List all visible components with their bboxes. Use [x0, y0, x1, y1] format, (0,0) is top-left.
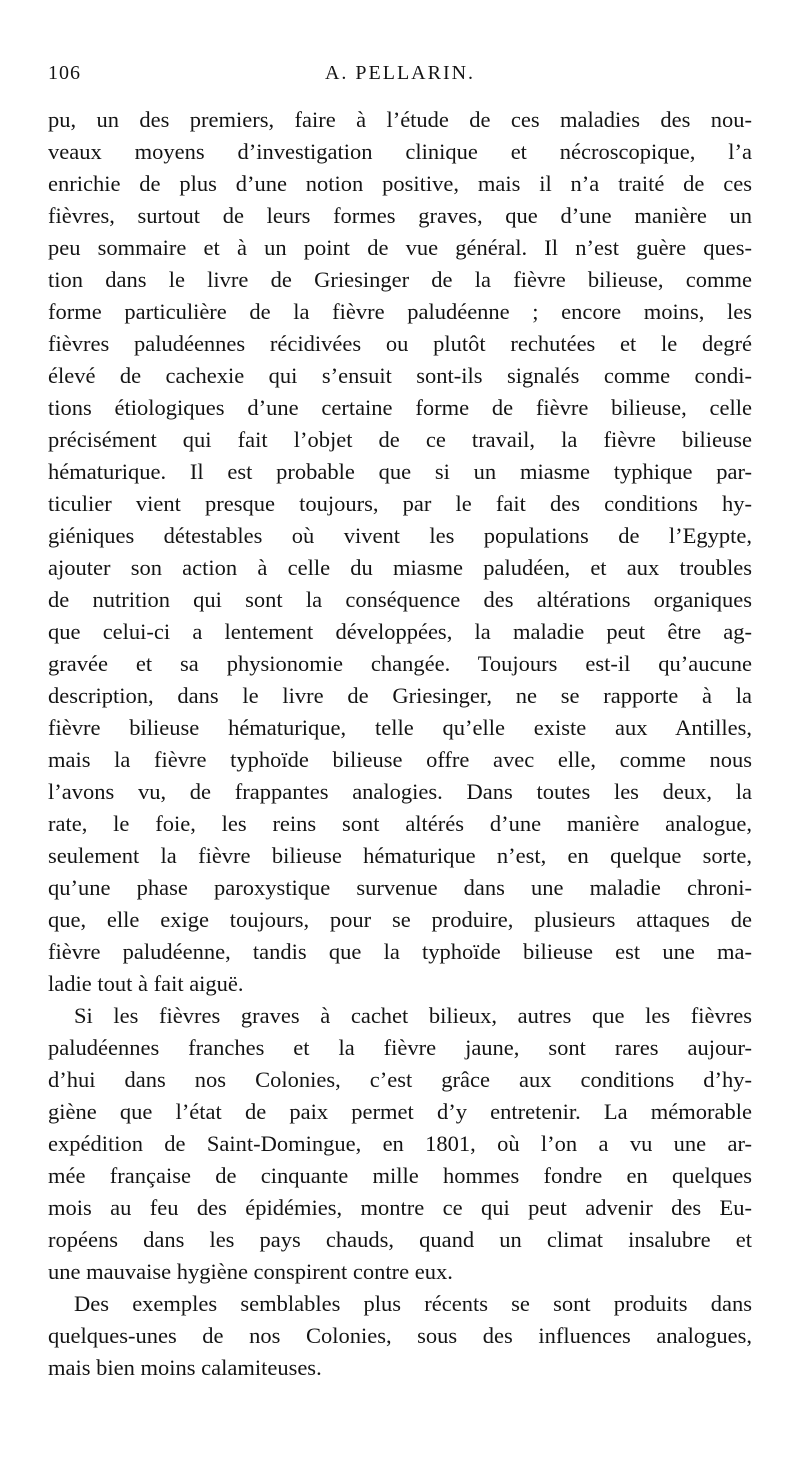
text-line: mée française de cinquante mille hommes fondre en quelques	[48, 1163, 752, 1188]
text-line: fièvres paludéennes récidivées ou plutôt rechutées et le degré	[48, 331, 752, 356]
text-line: expédition de Saint-Domingue, en 1801, où l’on a vu une ar-	[48, 1131, 752, 1156]
page-number: 106	[48, 62, 81, 84]
text-line: précisément qui fait l’objet de ce travail, la fièvre bilieuse	[48, 427, 752, 452]
page-header	[48, 62, 752, 92]
text-line: ajouter son action à celle du miasme paludéen, et aux troubles	[48, 555, 752, 580]
text-line: veaux moyens d’investigation clinique et nécroscopique, l’a	[48, 139, 752, 164]
text-line: peu sommaire et à un point de vue général. Il n’est guère ques-	[48, 235, 752, 260]
text-line: fièvre bilieuse hématurique, telle qu’elle existe aux Antilles,	[48, 715, 752, 740]
text-line: hématurique. Il est probable que si un miasme typhique par-	[48, 459, 752, 484]
text-line: une mauvaise hygiène conspirent contre eux.	[48, 1259, 453, 1284]
text-line: Si les fièvres graves à cachet bilieux, autres que les fièvres	[74, 1003, 752, 1028]
text-line: que, elle exige toujours, pour se produire, plusieurs attaques de	[48, 907, 752, 932]
text-line: l’avons vu, de frappantes analogies. Dans toutes les deux, la	[48, 779, 752, 804]
text-line: paludéennes franches et la fièvre jaune, sont rares aujour-	[48, 1035, 752, 1060]
text-line: seulement la fièvre bilieuse hématurique n’est, en quelque sorte,	[48, 843, 752, 868]
text-line: élevé de cachexie qui s’ensuit sont-ils signalés comme condi-	[48, 363, 752, 388]
text-line: giène que l’état de paix permet d’y entretenir. La mémorable	[48, 1099, 752, 1124]
text-line: pu, un des premiers, faire à l’étude de ces maladies des nou-	[48, 107, 752, 132]
text-line: ropéens dans les pays chauds, quand un climat insalubre et	[48, 1227, 752, 1252]
text-line: quelques-unes de nos Colonies, sous des influences analogues,	[48, 1323, 752, 1348]
text-line: mais la fièvre typhoïde bilieuse offre avec elle, comme nous	[48, 747, 752, 772]
text-line: forme particulière de la fièvre paludéenne ; encore moins, les	[48, 299, 752, 324]
text-line: tion dans le livre de Griesinger de la fièvre bilieuse, comme	[48, 267, 752, 292]
text-line: mois au feu des épidémies, montre ce qui peut advenir des Eu-	[48, 1195, 752, 1220]
text-line: d’hui dans nos Colonies, c’est grâce aux conditions d’hy-	[48, 1067, 752, 1092]
text-line: rate, le foie, les reins sont altérés d’une manière analogue,	[48, 811, 752, 836]
text-line: ticulier vient presque toujours, par le fait des conditions hy-	[48, 491, 752, 516]
text-line: de nutrition qui sont la conséquence des altérations organiques	[48, 587, 752, 612]
text-line: qu’une phase paroxystique survenue dans une maladie chroni-	[48, 875, 752, 900]
text-line: giéniques détestables où vivent les populations de l’Egypte,	[48, 523, 752, 548]
running-head: A. PELLARIN.	[324, 62, 476, 84]
text-line: tions étiologiques d’une certaine forme de fièvre bilieuse, celle	[48, 395, 752, 420]
text-line: mais bien moins calamiteuses.	[48, 1355, 322, 1380]
text-line: ladie tout à fait aiguë.	[48, 971, 244, 996]
text-line: description, dans le livre de Griesinger, ne se rapporte à la	[48, 683, 752, 708]
text-line: enrichie de plus d’une notion positive, mais il n’a traité de ces	[48, 171, 752, 196]
body-text	[48, 104, 752, 1384]
text-line: fièvres, surtout de leurs formes graves, que d’une manière un	[48, 203, 752, 228]
text-line: que celui-ci a lentement développées, la maladie peut être ag-	[48, 619, 752, 644]
text-line: fièvre paludéenne, tandis que la typhoïde bilieuse est une ma-	[48, 939, 752, 964]
text-line: Des exemples semblables plus récents se sont produits dans	[74, 1291, 752, 1316]
text-line: gravée et sa physionomie changée. Toujours est-il qu’aucune	[48, 651, 752, 676]
